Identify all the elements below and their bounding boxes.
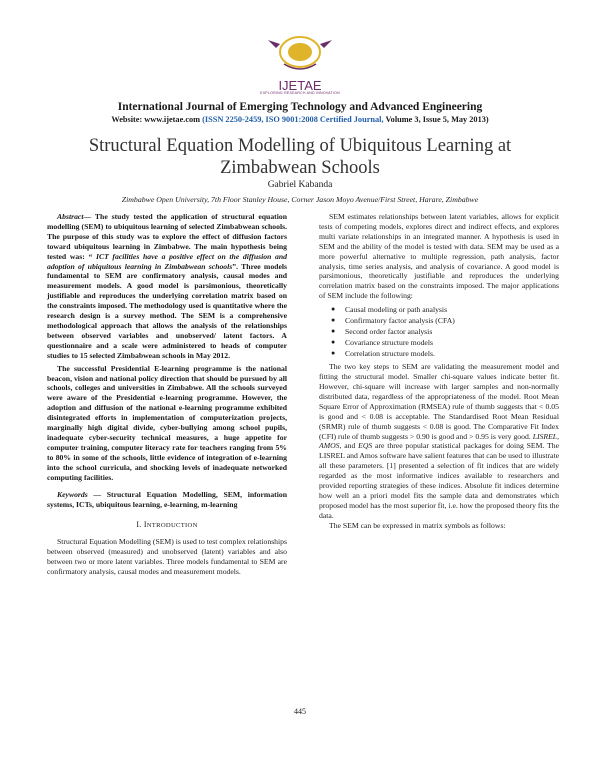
paper-title: Structural Equation Modelling of Ubiquitous Learning at Zimbabwean Schools [88, 136, 512, 178]
software-names: LISREL, AMOS [319, 431, 559, 451]
fit-indices-text: The two key steps to SEM are validating the measurement model and fitting the structural model. Smaller chi-square values indicate better fit. However, chi-square will increase with larger samples and non-normally distributed data, regardless of the appropriateness of the model. Root Mean Square Error of Approximation (RMSEA) rule of thumb suggests that < 0.05 is good and < 0.08 is acceptable. The Standardised Root Mean Residual (SRMR) rule of thumb suggests < 0.08 is good. The Comparative Fit Index (CFI) rule of thumb suggests > 0.90 is good and > 0.95 is very good. [319, 362, 559, 441]
software-eqs: EQS [358, 441, 373, 451]
logo-tagline: EXPLORING RESEARCH AND INNOVATION [260, 91, 340, 95]
section-title-rest: NTRODUCTION [146, 522, 198, 530]
bullet-icon: ● [331, 349, 336, 358]
sem-paragraph-1: SEM estimates relationships between latent variables, allows for explicit tests of competing models, explores direct and indirect effects, and explores multi variate relationships in an integrated manner. A hypothesis is used in SEM and the ability of the model is tested with data. SEM may be used as a more powerful alternative to multiple regression, path analysis, factor analysis, time series analysis, and analysis of covariance. A good model is parsimonious, theoretically justifiable and reproduces the underlying correlation matrix based on the constraints imposed. The major applications of SEM include the following: [319, 212, 559, 301]
author-name: Gabriel Kabanda [267, 180, 333, 190]
list-item-text: Causal modeling or path analysis [345, 305, 448, 315]
bullet-icon: ● [331, 338, 336, 347]
list-item-text: Covariance structure models [345, 338, 433, 348]
bullet-icon: ● [331, 316, 336, 325]
website-prefix: Website: www.ijetae.com [111, 115, 203, 124]
bullet-icon: ● [331, 305, 336, 314]
journal-logo [258, 30, 342, 96]
bullet-icon: ● [331, 327, 336, 336]
software-and: , and [339, 441, 359, 451]
sem-paragraph-3: The SEM can be expressed in matrix symbols as follows: [329, 520, 506, 530]
abstract-text-b: ”. Three models fundamental to SEM are confirmatory analysis, causal modes and measurement models. A good model is parsimonious, theoretically justifiable and reproduces the underlying correlation matrix based on the constraints imposed. The methodology used is quantitative where the research design is a survey method. The SEM is a comprehensive methodological approach that allows the analysis of the relationships between observed variables and unobserved/ latent factors. A questionnaire and a scale were administered to heads of computer studies to 15 selected Zimbabwean schools in May 2012. [47, 261, 287, 360]
keywords-text: — Structural Equation Modelling, SEM, information systems, ICTs, ubiquitous learning, e-learning, m-learning [47, 490, 287, 510]
abstract-label: Abstract— [57, 212, 92, 221]
page-number: 445 [294, 707, 306, 716]
section-number: I. [136, 520, 144, 530]
list-item [331, 337, 559, 348]
list-item [331, 326, 559, 337]
section-heading-introduction [47, 520, 287, 531]
list-item [331, 348, 559, 359]
right-column [319, 212, 559, 531]
keywords-label: Keywords [57, 490, 88, 500]
journal-title: International Journal of Emerging Technology and Advanced Engineering [117, 101, 483, 113]
sem-paragraph-2 [319, 362, 559, 521]
section-initial: I [143, 520, 147, 530]
intro-paragraph: Structural Equation Modelling (SEM) is used to test complex relationships between observed (measured) and unobserved (latent) variables and also between two or more latent variables. Three models fundamental to SEM are confirmatory analysis, causal modes and measurement models. [47, 537, 287, 576]
journal-website-line [0, 115, 600, 124]
list-item [331, 304, 559, 315]
abstract-text-a: The study tested the application of structural equation modelling (SEM) to ubiquitous learning of selected Zimbabwean schools. The purpose of this study was to explore the effect of diffusion factors toward ubiquitous learning in Zimbabwe. The main hypothesis being tested was: “ [47, 212, 287, 261]
list-item [331, 315, 559, 326]
left-column [47, 212, 287, 577]
sem-applications-list [319, 304, 559, 359]
list-item-text: Second order factor analysis [345, 327, 433, 337]
issn-link[interactable]: (ISSN 2250-2459, ISO 9001:2008 Certified Journal, [202, 115, 384, 124]
abstract-paragraph-1 [47, 212, 287, 361]
logo-wordmark: IJETAE [278, 78, 322, 93]
abstract-paragraph-2: The successful Presidential E-learning programme is the national beacon, vision and national policy direction that should be pursued by all schools, colleges and universities in Zimbabwe. All the schools surveyed were aware of the Presidential e-learning programme. However, the adoption and diffusion of the national e-learning programme exhibited disintegrated efforts in implementation of computerization projects, marginally high digital divide, cyber-bullying among school pupils, inadequate cyber-security technical measures, a huge appetite for computer training, computer literacy rate for teachers ranging from 5% to 80% in some of the schools, little evidence of integration of e-learning into the school curricula, and shocking levels of inadequate networked computing facilities. [47, 363, 287, 482]
packages-text: are three popular statistical packages for doing SEM. The LISREL and Amos software have salient features that can be used to illustrate all these parameters. [1] presented a selection of fit indices that are widely regarded as the most informative indices available to researchers and provided reporting strategies of these indices. Absolute fit indices determine how well an a priori model fits the sample data and demonstrates which proposed model has the most superior fit, i.e. how the proposed theory fits the data. [319, 441, 560, 520]
keywords [47, 490, 287, 510]
hypothesis-quote: ICT facilities have a positive effect on the diffusion and adoption of ubiquitous learning in Zimbabwean schools [47, 251, 287, 271]
author-affiliation: Zimbabwe Open University, 7th Floor Stanley House, Corner Jason Moyo Avenue/First Street, Harare, Zimbabwe [121, 195, 479, 204]
issue-info: Volume 3, Issue 5, May 2013) [383, 115, 489, 124]
list-item-text: Correlation structure models. [345, 349, 435, 359]
list-item-text: Confirmatory factor analysis (CFA) [345, 316, 455, 326]
